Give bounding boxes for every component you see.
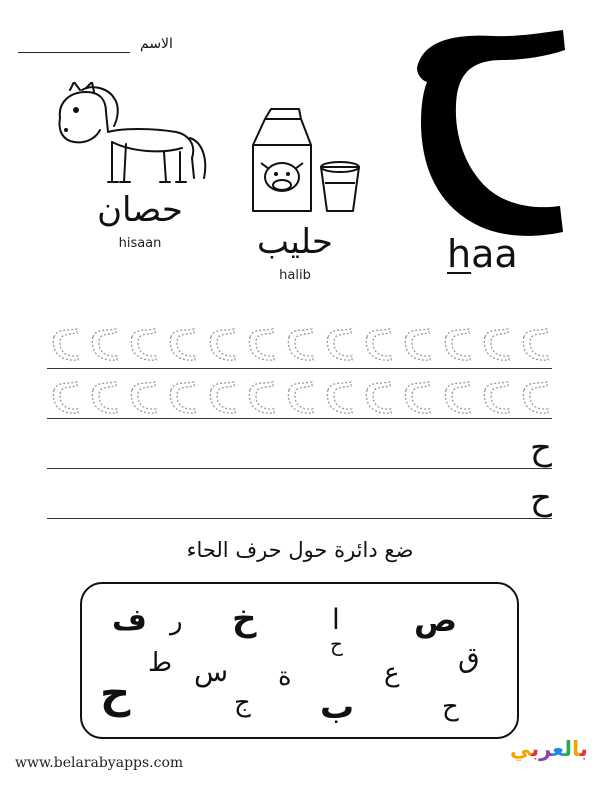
trace-letter[interactable] [402, 378, 432, 414]
practice-line [47, 418, 552, 419]
transliteration-prefix: h [447, 232, 472, 276]
horse-icon [52, 82, 212, 192]
trace-letter[interactable] [285, 325, 315, 361]
practice-letter: ح [530, 478, 552, 518]
exercise-letter[interactable]: ج [234, 688, 251, 718]
logo-char: ع [552, 737, 565, 761]
name-write-line[interactable] [18, 52, 130, 53]
trace-letter[interactable] [442, 325, 472, 361]
trace-row-1 [50, 325, 550, 361]
exercise-letter[interactable]: ط [148, 648, 173, 678]
logo-char: ب [531, 737, 540, 761]
trace-letter[interactable] [481, 378, 511, 414]
milk-carton-glass-icon [245, 105, 365, 220]
trace-letter[interactable] [89, 378, 119, 414]
logo-char: ي [510, 737, 532, 761]
exercise-instruction: ضع دائرة حول حرف الحاء [186, 538, 414, 562]
exercise-letter[interactable]: ح [100, 668, 131, 717]
trace-letter[interactable] [324, 378, 354, 414]
practice-line[interactable] [47, 518, 552, 519]
exercise-letter[interactable]: ح [330, 632, 343, 656]
logo-text [510, 737, 588, 761]
big-letter-haa [395, 10, 570, 240]
trace-letter[interactable] [481, 325, 511, 361]
trace-letter[interactable] [89, 325, 119, 361]
logo-char: ب [579, 737, 588, 761]
transliteration-label [447, 232, 518, 276]
word-horse-arabic: حصان [97, 190, 183, 230]
logo-char: ا [571, 737, 580, 761]
word-horse-latin: hisaan [118, 236, 162, 251]
trace-letter[interactable] [128, 378, 158, 414]
trace-letter[interactable] [207, 325, 237, 361]
practice-letter: ح [530, 428, 552, 468]
trace-row-2 [50, 378, 550, 414]
trace-letter[interactable] [207, 378, 237, 414]
exercise-letter[interactable]: خ [232, 599, 257, 639]
transliteration-rest: aa [471, 232, 518, 276]
trace-letter[interactable] [167, 378, 197, 414]
exercise-letter[interactable]: ر [170, 606, 183, 636]
trace-letter[interactable] [442, 378, 472, 414]
exercise-letter[interactable]: ح [442, 692, 459, 722]
trace-letter[interactable] [285, 378, 315, 414]
trace-letter[interactable] [128, 325, 158, 361]
exercise-letter[interactable]: ب [320, 687, 355, 727]
exercise-letter[interactable]: ع [384, 658, 400, 688]
logo-char: ل [564, 737, 572, 761]
exercise-letter[interactable]: ة [278, 662, 292, 692]
brand-logo [510, 737, 588, 761]
website-url[interactable]: www.belarabyapps.com [15, 755, 184, 771]
trace-letter[interactable] [363, 325, 393, 361]
practice-line [47, 368, 552, 369]
practice-line[interactable] [47, 468, 552, 469]
trace-letter[interactable] [520, 325, 550, 361]
name-label: الاسم [140, 36, 173, 52]
exercise-letter[interactable]: ا [332, 603, 340, 636]
letter-circle-exercise-box [80, 582, 519, 739]
trace-letter[interactable] [246, 325, 276, 361]
trace-letter[interactable] [363, 378, 393, 414]
trace-letter[interactable] [50, 378, 80, 414]
word-milk-arabic: حليب [257, 222, 333, 262]
exercise-letter[interactable]: ص [414, 601, 458, 639]
word-milk-latin: halib [279, 268, 311, 283]
trace-letter[interactable] [50, 325, 80, 361]
exercise-letter[interactable]: ف [112, 603, 147, 638]
trace-letter[interactable] [520, 378, 550, 414]
trace-letter[interactable] [402, 325, 432, 361]
logo-char: ر [539, 737, 553, 761]
exercise-letter[interactable]: ق [458, 641, 480, 674]
trace-letter[interactable] [246, 378, 276, 414]
trace-letter[interactable] [324, 325, 354, 361]
trace-letter[interactable] [167, 325, 197, 361]
exercise-letter[interactable]: س [194, 655, 229, 688]
